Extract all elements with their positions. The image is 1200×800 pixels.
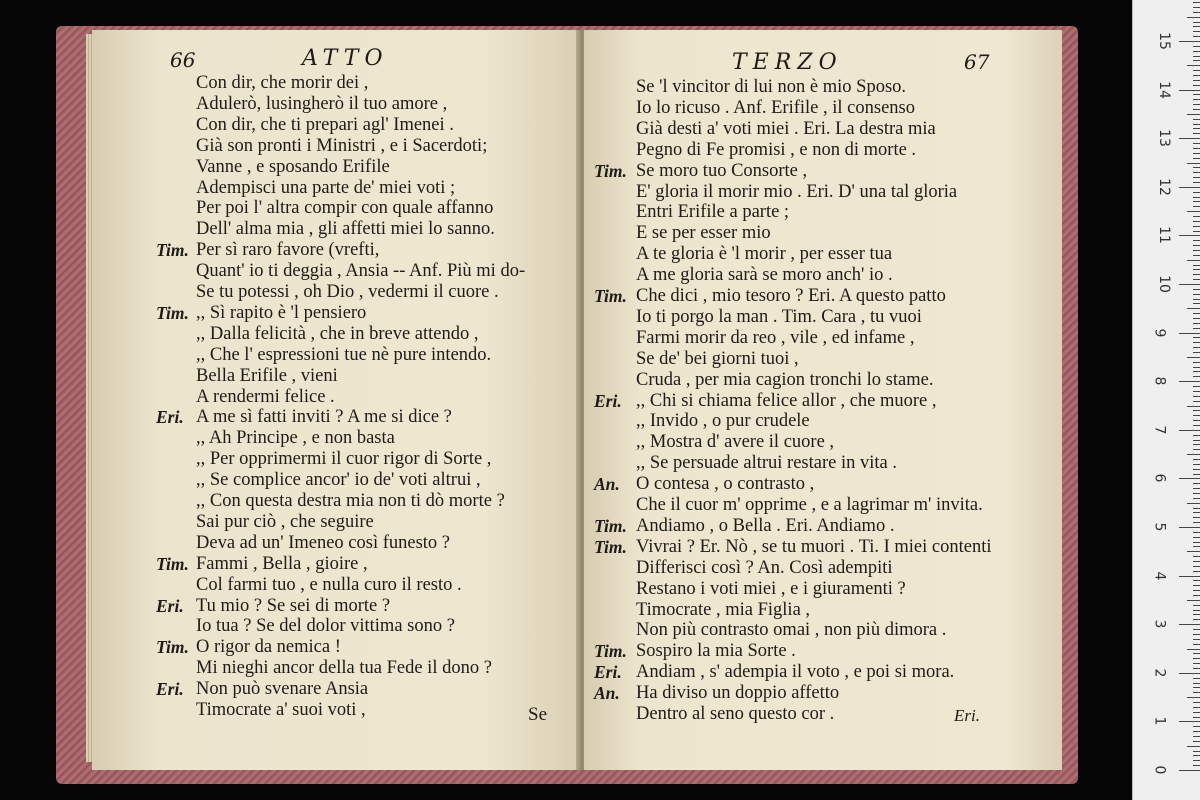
ruler-tick <box>1193 26 1200 27</box>
ruler-tick <box>1193 474 1200 475</box>
ruler-tick <box>1193 556 1200 557</box>
ruler-label: 1 <box>1151 716 1168 726</box>
right-speaker: Tim. <box>594 515 627 536</box>
ruler-tick <box>1193 104 1200 105</box>
right-text-line: Ha diviso un doppio affetto <box>636 683 840 704</box>
right-catchword: Eri. <box>954 706 980 725</box>
ruler-tick <box>1193 31 1200 32</box>
ruler-tick <box>1193 119 1200 120</box>
ruler-tick <box>1193 158 1200 159</box>
right-speaker: Tim. <box>594 160 627 181</box>
ruler-tick <box>1193 546 1200 547</box>
ruler-tick <box>1187 503 1200 504</box>
left-text-line: Tu mio ? Se sei di morte ? <box>196 595 391 616</box>
ruler-tick <box>1193 493 1200 494</box>
ruler-tick <box>1193 644 1200 645</box>
left-text-line: ,, Con questa destra mia non ti dò morte ? <box>196 491 505 511</box>
ruler-tick <box>1193 51 1200 52</box>
ruler-tick <box>1193 328 1200 329</box>
ruler-tick <box>1193 440 1200 441</box>
ruler-tick <box>1193 459 1200 460</box>
ruler-tick <box>1193 342 1200 343</box>
ruler-tick <box>1193 741 1200 742</box>
right-speaker: Eri. <box>594 390 622 411</box>
right-text-line: ,, Mostra d' avere il cuore , <box>636 432 835 453</box>
ruler-tick <box>1193 522 1200 523</box>
right-text-line: Andiam , s' adempia il voto , e poi si mora. <box>636 662 955 683</box>
right-text-line: Restano i voti miei , e i giuramenti ? <box>636 578 906 599</box>
right-text-line: Che il cuor m' opprime , e a lagrimar m' invita. <box>636 495 983 515</box>
ruler-tick <box>1193 201 1200 202</box>
ruler-tick <box>1193 542 1200 543</box>
ruler-tick <box>1193 736 1200 737</box>
ruler-tick <box>1193 226 1200 227</box>
right-page <box>584 30 1062 770</box>
right-text-line: Non più contrasto omai , non più dimora . <box>636 620 947 641</box>
left-text-line: ,, Per opprimermi il cuor rigor di Sorte , <box>196 449 492 470</box>
right-text-line: Se moro tuo Consorte , <box>636 160 808 181</box>
ruler-tick <box>1193 532 1200 533</box>
right-text-line: A me gloria sarà se moro anch' io . <box>636 265 893 286</box>
right-text-line: Farmi morir da reo , vile , ed infame , <box>636 327 915 348</box>
ruler-tick <box>1193 318 1200 319</box>
ruler-tick <box>1193 337 1200 338</box>
ruler-label: 7 <box>1151 425 1168 435</box>
right-text-line: E' gloria il morir mio . Eri. D' una tal gloria <box>636 181 958 202</box>
ruler-tick <box>1193 299 1200 300</box>
right-speaker: Tim. <box>594 286 627 306</box>
ruler-tick <box>1193 371 1200 372</box>
right-text-line: E se per esser mio <box>636 223 771 244</box>
ruler-tick <box>1193 265 1200 266</box>
ruler-tick <box>1179 576 1200 577</box>
ruler-tick <box>1193 692 1200 693</box>
ruler-tick <box>1193 508 1200 509</box>
ruler-tick <box>1193 717 1200 718</box>
left-speaker: Tim. <box>156 637 189 658</box>
left-text-line: ,, Sì rapito è 'l pensiero <box>196 302 367 323</box>
ruler-tick <box>1193 658 1200 659</box>
ruler-tick <box>1193 197 1200 198</box>
ruler-tick <box>1193 561 1200 562</box>
left-text-line: Con dir, che ti prepari agl' Imenei . <box>196 114 454 135</box>
left-text-line: Adempisci una parte de' miei voti ; <box>196 177 456 198</box>
left-text-line: Già son pronti i Ministri , e i Sacerdoti; <box>196 135 488 156</box>
left-text-line: Vanne , e sposando Erifile <box>196 156 390 177</box>
right-text-line: O contesa , o contrasto , <box>636 474 815 495</box>
ruler-tick <box>1193 255 1200 256</box>
ruler-tick <box>1193 376 1200 377</box>
ruler-tick <box>1193 216 1200 217</box>
ruler-tick <box>1193 124 1200 125</box>
ruler-tick <box>1193 449 1200 450</box>
ruler-tick <box>1193 619 1200 620</box>
ruler-tick <box>1187 697 1200 698</box>
ruler-tick <box>1179 478 1200 479</box>
right-text-line: Vivrai ? Er. Nò , se tu muori . Ti. I miei contenti <box>636 536 992 557</box>
left-speaker: Eri. <box>156 407 184 428</box>
ruler-tick <box>1193 323 1200 324</box>
ruler-label: 15 <box>1155 32 1172 50</box>
ruler-tick <box>1193 182 1200 183</box>
right-text-line: Andiamo , o Bella . Eri. Andiamo . <box>636 515 895 536</box>
right-text-line: Se 'l vincitor di lui non è mio Sposo. <box>636 77 907 97</box>
ruler-tick <box>1193 7 1200 8</box>
left-text-line: ,, Se complice ancor' io de' voti altrui , <box>196 470 481 491</box>
ruler-tick <box>1193 289 1200 290</box>
ruler-tick <box>1193 128 1200 129</box>
ruler-tick <box>1193 274 1200 275</box>
left-text-line: Per poi l' altra compir con quale affanno <box>196 198 494 219</box>
ruler-tick <box>1193 60 1200 61</box>
left-page-header: ATTO <box>302 46 389 71</box>
ruler-tick <box>1193 634 1200 635</box>
ruler-tick <box>1187 211 1200 212</box>
ruler-tick <box>1193 391 1200 392</box>
ruler-tick <box>1187 406 1200 407</box>
ruler-tick <box>1179 527 1200 528</box>
ruler-tick <box>1193 571 1200 572</box>
left-text-line: Se tu potessi , oh Dio , vedermi il cuore . <box>196 282 499 302</box>
left-text-line: Sai pur ciò , che seguire <box>196 511 374 532</box>
right-text-line: A te gloria è 'l morir , per esser tua <box>636 244 893 265</box>
right-page-number: 67 <box>964 50 990 74</box>
left-text-line: Per sì raro favore (vrefti, <box>196 240 380 261</box>
left-text-line: Io tua ? Se del dolor vittima sono ? <box>196 616 455 637</box>
ruler-tick <box>1193 566 1200 567</box>
ruler-tick <box>1193 36 1200 37</box>
left-text-line: Dell' alma mia , gli affetti miei lo sanno. <box>196 219 495 240</box>
ruler-tick <box>1179 430 1200 431</box>
ruler-tick <box>1193 415 1200 416</box>
right-text-line: ,, Invido , o pur crudele <box>636 411 810 432</box>
left-speaker: Tim. <box>156 302 189 323</box>
ruler-tick <box>1179 333 1200 334</box>
ruler-tick <box>1193 94 1200 95</box>
ruler-tick <box>1193 683 1200 684</box>
ruler-tick <box>1193 653 1200 654</box>
left-text-line: ,, Che l' espressioni tue nè pure intendo. <box>196 344 492 365</box>
ruler-label: 5 <box>1151 522 1168 532</box>
left-text-line: Adulerò, lusingherò il tuo amore , <box>196 93 448 114</box>
ruler-tick <box>1193 221 1200 222</box>
left-text-line: Bella Erifile , vieni <box>196 365 338 386</box>
left-text-line: Deva ad un' Imeneo così funesto ? <box>196 532 451 553</box>
ruler-tick <box>1193 56 1200 57</box>
ruler-tick <box>1193 347 1200 348</box>
ruler-tick <box>1193 590 1200 591</box>
left-text-line: Mi nieghi ancor della tua Fede il dono ? <box>196 658 492 679</box>
ruler-tick <box>1193 464 1200 465</box>
ruler-tick <box>1193 269 1200 270</box>
right-text-line: Io lo ricuso . Anf. Erifile , il consenso <box>636 97 915 118</box>
ruler-tick <box>1193 85 1200 86</box>
ruler-tick <box>1187 454 1200 455</box>
ruler-tick <box>1193 177 1200 178</box>
ruler-tick <box>1193 167 1200 168</box>
ruler-tick <box>1193 313 1200 314</box>
ruler-tick <box>1193 687 1200 688</box>
ruler-tick <box>1193 726 1200 727</box>
ruler-tick <box>1193 488 1200 489</box>
ruler-tick <box>1193 707 1200 708</box>
left-text-line: Quant' io ti deggia , Ansia -- Anf. Più mi do- <box>196 261 526 282</box>
ruler-tick <box>1193 172 1200 173</box>
ruler-tick <box>1193 702 1200 703</box>
right-text-line: Cruda , per mia cagion tronchi lo stame. <box>636 369 934 390</box>
right-text-line: ,, Chi si chiama felice allor , che muore , <box>636 390 937 411</box>
right-text-line: Io ti porgo la man . Tim. Cara , tu vuoi <box>636 306 922 327</box>
left-text-line: A rendermi felice . <box>196 386 335 407</box>
ruler-tick <box>1187 163 1200 164</box>
ruler-tick <box>1193 444 1200 445</box>
left-text-line: O rigor da nemica ! <box>196 637 341 658</box>
ruler-tick <box>1187 260 1200 261</box>
right-text-line: Se de' bei giorni tuoi , <box>636 348 799 369</box>
right-speaker: An. <box>594 474 620 495</box>
ruler-tick <box>1187 357 1200 358</box>
ruler-tick <box>1193 610 1200 611</box>
ruler-label: 10 <box>1155 275 1172 293</box>
right-speaker: Tim. <box>594 536 627 557</box>
ruler-tick <box>1193 629 1200 630</box>
ruler-label: 8 <box>1151 376 1168 386</box>
ruler-label: 9 <box>1151 328 1168 338</box>
ruler-label: 0 <box>1151 765 1168 775</box>
ruler-tick <box>1179 235 1200 236</box>
ruler-tick <box>1193 435 1200 436</box>
ruler-tick <box>1193 420 1200 421</box>
ruler-tick <box>1193 469 1200 470</box>
left-page-number: 66 <box>170 48 196 72</box>
ruler-tick <box>1193 2 1200 3</box>
ruler-tick <box>1193 712 1200 713</box>
ruler-tick <box>1187 600 1200 601</box>
ruler-tick <box>1193 605 1200 606</box>
ruler-tick <box>1193 294 1200 295</box>
ruler-tick <box>1193 303 1200 304</box>
ruler-tick <box>1179 624 1200 625</box>
ruler-tick <box>1193 678 1200 679</box>
measurement-ruler <box>1132 0 1200 800</box>
right-text-line: Pegno di Fe promisi , e non di morte . <box>636 139 917 160</box>
ruler-tick <box>1193 731 1200 732</box>
ruler-tick <box>1193 386 1200 387</box>
ruler-tick <box>1193 279 1200 280</box>
right-speaker: An. <box>594 683 620 704</box>
ruler-tick <box>1193 537 1200 538</box>
ruler-tick <box>1193 595 1200 596</box>
ruler-tick <box>1187 551 1200 552</box>
right-text-line: Già desti a' voti miei . Eri. La destra mia <box>636 118 936 139</box>
ruler-tick <box>1193 75 1200 76</box>
ruler-tick <box>1193 133 1200 134</box>
ruler-tick <box>1179 381 1200 382</box>
ruler-tick <box>1193 148 1200 149</box>
ruler-tick <box>1193 751 1200 752</box>
ruler-tick <box>1193 362 1200 363</box>
ruler-tick <box>1193 192 1200 193</box>
ruler-label: 3 <box>1151 619 1168 629</box>
ruler-tick <box>1193 760 1200 761</box>
left-text-line: Timocrate a' suoi voti , <box>196 700 366 720</box>
ruler-tick <box>1193 22 1200 23</box>
ruler-tick <box>1179 770 1200 771</box>
ruler-tick <box>1193 498 1200 499</box>
left-text-line: Con dir, che morir dei , <box>196 73 369 93</box>
right-text-line: Entri Erifile a parte ; <box>636 202 790 223</box>
ruler-tick <box>1193 80 1200 81</box>
ruler-tick <box>1179 673 1200 674</box>
ruler-label: 12 <box>1155 177 1172 196</box>
ruler-tick <box>1187 649 1200 650</box>
ruler-tick <box>1193 245 1200 246</box>
ruler-tick <box>1193 410 1200 411</box>
ruler-tick <box>1193 639 1200 640</box>
left-page <box>92 30 580 770</box>
left-speaker: Tim. <box>156 240 189 261</box>
right-speaker: Eri. <box>594 662 622 683</box>
ruler-tick <box>1193 396 1200 397</box>
ruler-tick <box>1193 240 1200 241</box>
ruler-tick <box>1193 401 1200 402</box>
ruler-tick <box>1193 231 1200 232</box>
ruler-tick <box>1187 65 1200 66</box>
ruler-tick <box>1187 308 1200 309</box>
ruler-tick <box>1193 585 1200 586</box>
right-text-line: ,, Se persuade altrui restare in vita . <box>636 453 897 474</box>
ruler-tick <box>1193 483 1200 484</box>
ruler-tick <box>1193 614 1200 615</box>
ruler-label: 13 <box>1155 129 1172 148</box>
ruler-tick <box>1193 143 1200 144</box>
left-speaker: Eri. <box>156 679 184 700</box>
ruler-label: 6 <box>1151 473 1168 483</box>
ruler-tick <box>1193 580 1200 581</box>
left-text-line: Col farmi tuo , e nulla curo il resto . <box>196 574 462 595</box>
ruler-label: 11 <box>1155 226 1172 245</box>
ruler-tick <box>1193 109 1200 110</box>
ruler-tick <box>1179 90 1200 91</box>
ruler-tick <box>1193 153 1200 154</box>
ruler-tick <box>1193 206 1200 207</box>
ruler-tick <box>1193 352 1200 353</box>
right-text-line: Differisci così ? An. Così adempiti <box>636 557 893 578</box>
ruler-tick <box>1179 284 1200 285</box>
left-speaker: Tim. <box>156 553 189 574</box>
left-text-line: Fammi , Bella , gioire , <box>196 553 368 574</box>
left-text-line: Non può svenare Ansia <box>196 679 369 700</box>
ruler-tick <box>1193 250 1200 251</box>
ruler-tick <box>1193 517 1200 518</box>
ruler-tick <box>1193 99 1200 100</box>
left-catchword: Se <box>528 704 547 725</box>
ruler-label: 4 <box>1151 571 1168 581</box>
left-speaker: Eri. <box>156 595 184 616</box>
ruler-tick <box>1193 765 1200 766</box>
ruler-tick <box>1187 746 1200 747</box>
ruler-label: 2 <box>1151 668 1168 678</box>
right-text-line: Timocrate , mia Figlia , <box>636 599 811 620</box>
ruler-tick <box>1193 46 1200 47</box>
left-text-line: A me sì fatti inviti ? A me si dice ? <box>196 407 452 428</box>
right-page-header: TERZO <box>732 50 843 75</box>
ruler-tick <box>1187 114 1200 115</box>
ruler-tick <box>1193 512 1200 513</box>
left-text-line: ,, Dalla felicità , che in breve attendo , <box>196 323 479 344</box>
right-text-line: Che dici , mio tesoro ? Eri. A questo patto <box>636 286 946 306</box>
right-text-line: Dentro al seno questo cor . <box>636 704 835 724</box>
right-speaker: Tim. <box>594 641 627 662</box>
right-text-line: Sospiro la mia Sorte . <box>636 641 796 662</box>
ruler-tick <box>1193 663 1200 664</box>
ruler-tick <box>1193 12 1200 13</box>
ruler-tick <box>1193 367 1200 368</box>
ruler-tick <box>1179 41 1200 42</box>
ruler-tick <box>1193 425 1200 426</box>
ruler-tick <box>1193 668 1200 669</box>
ruler-tick <box>1179 187 1200 188</box>
ruler-tick <box>1193 70 1200 71</box>
ruler-label: 14 <box>1155 80 1172 99</box>
ruler-tick <box>1179 138 1200 139</box>
ruler-tick <box>1179 721 1200 722</box>
ruler-tick <box>1193 755 1200 756</box>
ruler-tick <box>1187 17 1200 18</box>
left-text-line: ,, Ah Principe , e non basta <box>196 428 395 449</box>
